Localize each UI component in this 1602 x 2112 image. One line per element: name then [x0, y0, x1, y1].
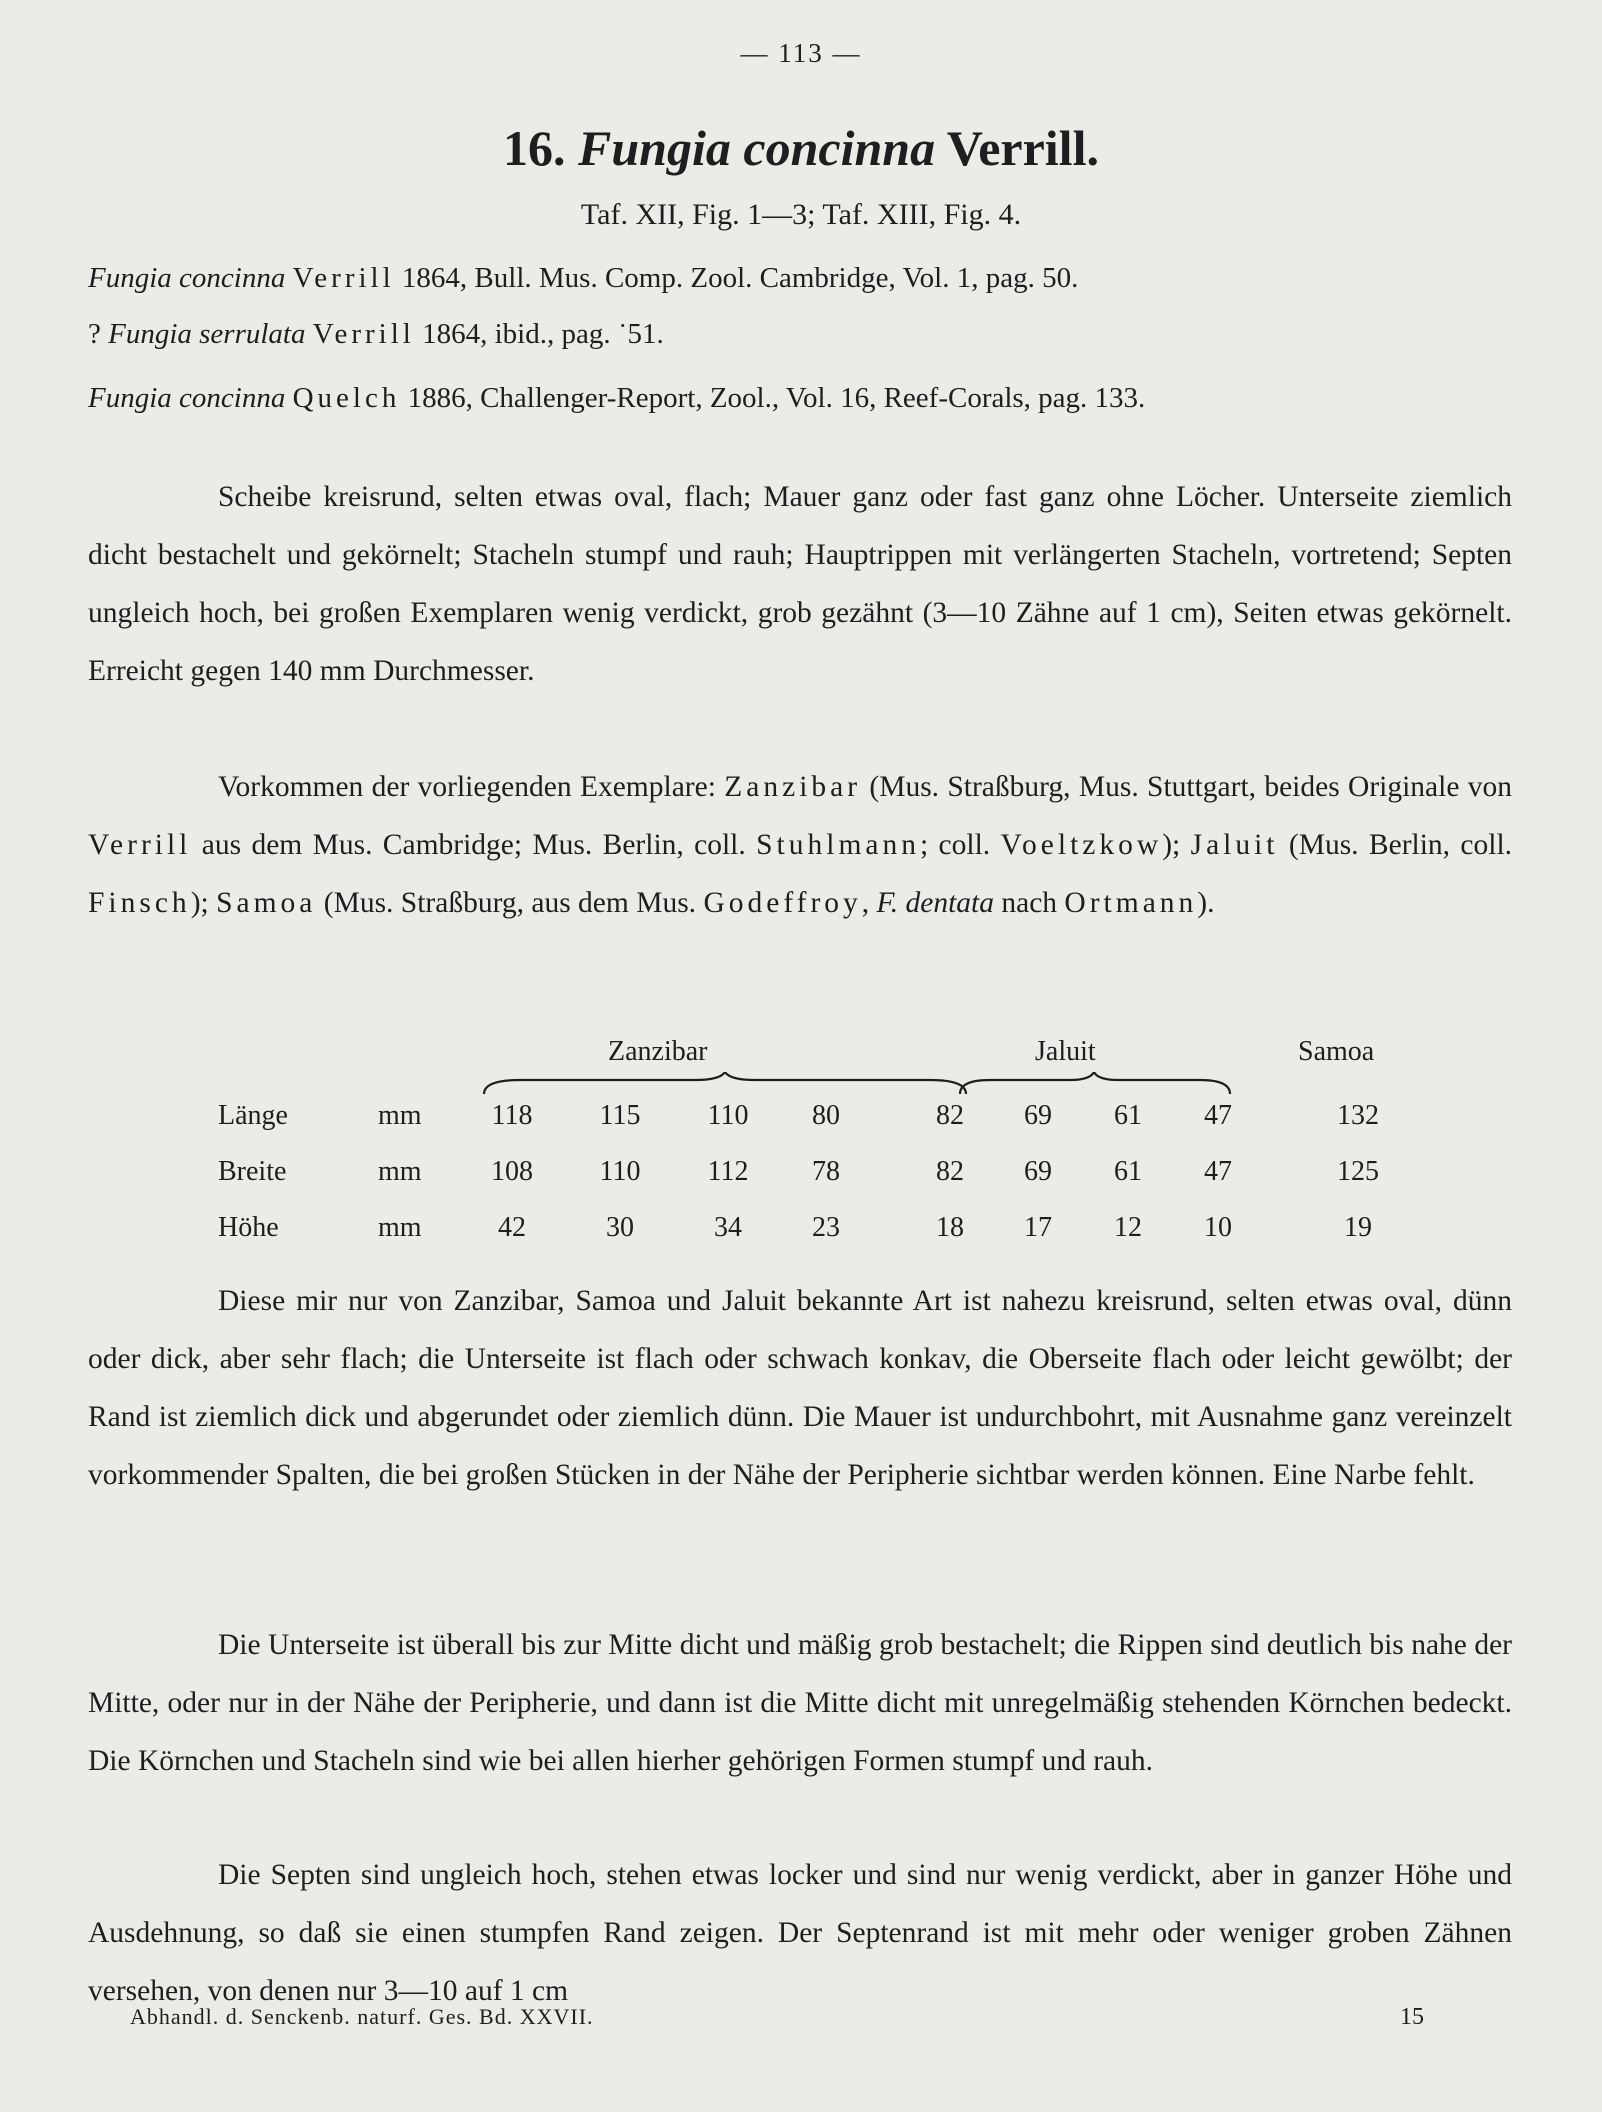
table-cell: 108 [491, 1156, 533, 1187]
synonym-name: Fungia concinna [88, 262, 286, 294]
table-cell: 69 [1024, 1156, 1052, 1187]
table-cell: 118 [491, 1100, 533, 1131]
measurement-table [0, 1022, 1602, 1262]
table-cell: 47 [1204, 1156, 1232, 1187]
table-cell: 132 [1337, 1100, 1379, 1131]
table-cell: 12 [1114, 1212, 1142, 1243]
table-cell: 69 [1024, 1100, 1052, 1131]
table-cell: 112 [707, 1156, 749, 1187]
table-cell: 47 [1204, 1100, 1232, 1131]
body-paragraph: Diese mir nur von Zanzibar, Samoa und Jaluit bekannte Art ist nahezu kreisrund, selten etwas oval, dünn oder dick, aber sehr flach; die Unterseite ist flach oder schwach konkav, die Oberseite flach oder leicht gewölbt; der Rand ist ziemlich dick und abgerundet oder ziemlich dünn. Die Mauer ist undurchbohrt, mit Ausnahme ganz vereinzelt vorkommender Spalten, die bei großen Stücken in der Nähe der Peripherie sichtbar werden können. Eine Narbe fehlt. [88, 1285, 1512, 1491]
page-number: — 113 — [740, 38, 862, 68]
table-cell: 18 [936, 1212, 964, 1243]
body-paragraph: Die Unterseite ist überall bis zur Mitte dicht und mäßig grob bestachelt; die Rippen sind deutlich bis nahe der Mitte, oder nur in der Nähe der Peripherie, und dann ist die Mitte dicht mit unregelmäßig stehenden Körnchen bedeckt. Die Körnchen und Stacheln sind wie bei allen hierher gehörigen Formen stumpf und rauh. [88, 1629, 1512, 1777]
table-cell: 10 [1204, 1212, 1232, 1243]
row-unit: mm [378, 1100, 422, 1131]
group-braces [480, 1072, 1240, 1102]
synonym-author: Quelch [292, 382, 401, 414]
table-cell: 110 [599, 1156, 641, 1187]
table-cell: 78 [812, 1156, 840, 1187]
table-cell: 23 [812, 1212, 840, 1243]
footer-sheet-number: 15 [1400, 2004, 1424, 2030]
synonym-author: Verrill [312, 318, 415, 350]
table-cell: 17 [1024, 1212, 1052, 1243]
synonym-author: Verrill [292, 262, 395, 294]
synonym-citation: 1864, ibid., pag. ˙51. [422, 318, 664, 350]
table-cell: 42 [498, 1212, 526, 1243]
table-cell: 82 [936, 1156, 964, 1187]
synonym-name: Fungia serrulata [108, 318, 306, 350]
table-cell: 61 [1114, 1156, 1142, 1187]
row-unit: mm [378, 1212, 422, 1243]
synonym-name: Fungia concinna [88, 382, 286, 414]
synonym-entry [88, 382, 1145, 415]
row-label: Höhe [218, 1212, 279, 1243]
table-cell: 125 [1337, 1156, 1379, 1187]
synonym-citation: 1864, Bull. Mus. Comp. Zool. Cambridge, Vol. 1, pag. 50. [401, 262, 1079, 294]
table-cell: 82 [936, 1100, 964, 1131]
table-cell: 19 [1344, 1212, 1372, 1243]
group-header-zanzibar: Zanzibar [608, 1036, 708, 1067]
body-paragraph: Die Septen sind ungleich hoch, stehen etwas locker und sind nur wenig verdickt, aber in ganzer Höhe und Ausdehnung, so daß sie einen stumpfen Rand zeigen. Der Septenrand ist mit mehr oder weniger groben Zähnen versehen, von denen nur 3—10 auf 1 cm [88, 1859, 1512, 2007]
table-cell: 34 [714, 1212, 742, 1243]
group-header-jaluit: Jaluit [1035, 1036, 1096, 1067]
species-author: Verrill. [946, 120, 1099, 176]
synonym-entry [88, 262, 1078, 295]
table-cell: 115 [599, 1100, 641, 1131]
occurrence-paragraph: Vorkommen der vorliegenden Exemplare: Zanzibar (Mus. Straßburg, Mus. Stuttgart, beides Originale von Verrill aus dem Mus. Cambridge; Mus. Berlin, coll. Stuhlmann; coll. Voeltzkow); Jaluit (Mus. Berlin, coll. Finsch); Samoa (Mus. Straßburg, aus dem Mus. Godeffroy, F. dentata nach Ortmann). [88, 771, 1513, 919]
plate-references: Taf. XII, Fig. 1—3; Taf. XIII, Fig. 4. [580, 198, 1022, 231]
table-cell: 110 [707, 1100, 749, 1131]
footer-journal: Abhandl. d. Senckenb. naturf. Ges. Bd. XXVII. [130, 2004, 594, 2029]
synonym-citation: 1886, Challenger-Report, Zool., Vol. 16, Reef-Corals, pag. 133. [407, 382, 1146, 414]
synonym-entry: ? Fungia serrulata Verrill 1864, ibid., pag. ˙51. [88, 318, 664, 350]
row-unit: mm [378, 1156, 422, 1187]
section-title [0, 118, 1602, 178]
row-label: Länge [218, 1100, 288, 1131]
group-header-samoa: Samoa [1298, 1036, 1375, 1067]
description-paragraph: Scheibe kreisrund, selten etwas oval, flach; Mauer ganz oder fast ganz ohne Löcher. Unterseite ziemlich dicht bestachelt und gekörnelt; Stacheln stumpf und rauh; Hauptrippen mit verlängerten Stacheln, vortretend; Septen ungleich hoch, bei großen Exemplaren wenig verdickt, grob gezähnt (3—10 Zähne auf 1 cm), Seiten etwas gekörnelt. Erreicht gegen 140 mm Durchmesser. [88, 481, 1512, 687]
table-cell: 61 [1114, 1100, 1142, 1131]
table-cell: 80 [812, 1100, 840, 1131]
table-cell: 30 [606, 1212, 634, 1243]
row-label: Breite [218, 1156, 287, 1187]
species-name: Fungia concinna [578, 120, 936, 176]
section-number: 16. [503, 120, 566, 176]
